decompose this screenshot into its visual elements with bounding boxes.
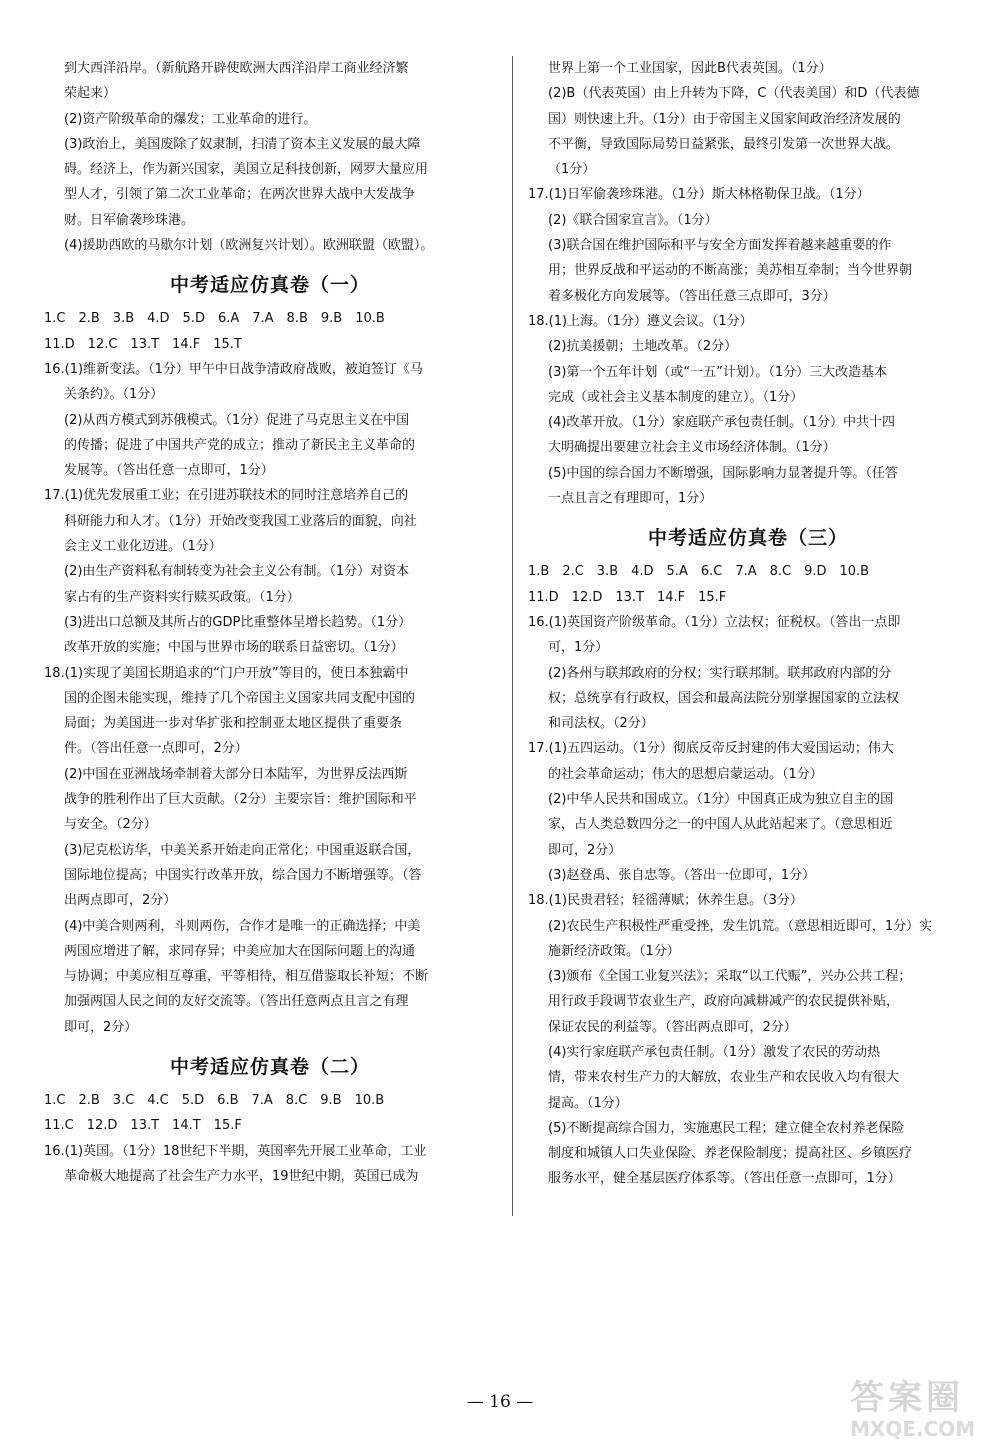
answer-line: 革命极大地提高了社会生产力水平，19世纪中期，英国已成为: [64, 1168, 419, 1184]
answer-line: 用行政手段调节农业生产，政府向减耕减产的农民提供补贴，: [548, 994, 900, 1010]
answer-line: (4)援助西欧的马歇尔计划（欧洲复兴计划）。欧洲联盟（欧盟）。: [64, 238, 434, 254]
answer-line: 17.(1)优先发展重工业；在引进苏联技术的同时注意培养自己的: [44, 488, 409, 504]
answer-line: (2)中国在亚洲战场牵制着大部分日本陆军，为世界反法西斯: [64, 766, 408, 782]
answer-line: 发展等。（答出任意一点即可，1分）: [64, 463, 274, 479]
watermark-url: MXQE.COM: [850, 1417, 976, 1441]
answer-line: 完成（或社会主义基本制度的建立）。（1分）: [548, 389, 804, 405]
answer-line: 局面；为美国进一步对华扩张和控制亚太地区提供了重要条: [64, 716, 403, 732]
answer-line: 的社会革命运动；伟大的思想启蒙运动。（1分）: [548, 766, 823, 782]
answer-line: (3)第一个五年计划（或“一五”计划）。（1分）三大改造基本: [548, 364, 888, 380]
answer-line: 情，带来农村生产力的大解放，农业生产和农民收入均有很大: [548, 1070, 900, 1086]
answer-line: 1.B 2.C 3.B 4.D 5.A 6.C 7.A 8.C 9.D 10.B: [528, 564, 870, 580]
answer-line: （1分）: [548, 162, 596, 178]
answer-line: 17.(1)日军偷袭珍珠港。（1分）斯大林格勒保卫战。（1分）: [528, 187, 870, 203]
answer-line: 着多极化方向发展等。（答出任意三点即可，3分）: [548, 288, 836, 304]
answer-line: 家占有的生产资料实行赎买政策。（1分）: [64, 589, 300, 605]
answer-line: (2)抗美援朝；土地改革。（2分）: [548, 339, 738, 355]
answer-line: 制度和城镇人口失业保险、养老保险制度；提高社区、乡镇医疗: [548, 1146, 913, 1162]
answer-line: 一点且言之有理即可，1分）: [548, 491, 713, 507]
answer-line: 加强两国人民之间的友好交流等。（答出任意两点且言之有理: [64, 994, 409, 1010]
answer-line: (2)从西方模式到苏俄模式。（1分）促进了马克思主义在中国: [64, 412, 410, 428]
answer-line: 16.(1)英国。（1分）18世纪下半期，英国率先开展工业革命，工业: [44, 1143, 427, 1159]
answer-line: 财。日军偷袭珍珠港。: [64, 212, 195, 228]
answer-line: 国的企图未能实现，维持了几个帝国主义国家共同支配中国的: [64, 690, 416, 706]
answer-line: 18.(1)民贵君轻；轻徭薄赋；休养生息。（3分）: [528, 893, 803, 909]
answer-line: 世界上第一个工业国家，因此B代表英国。（1分）: [548, 61, 832, 76]
answer-line: 件。（答出任意一点即可，2分）: [64, 741, 248, 757]
left-column: [44, 56, 496, 1189]
answer-line: 1.C 2.B 3.C 4.C 5.D 6.B 7.A 8.C 9.B 10.B: [44, 1092, 385, 1108]
answer-line: 会主义工业化迈进。（1分）: [64, 539, 222, 555]
answer-line: (3)政治上，美国废除了奴隶制，扫清了资本主义发展的最大障: [64, 136, 421, 152]
answer-line: 18.(1)实现了美国长期追求的“门户开放”等目的，使日本独霸中: [44, 665, 409, 681]
answer-line: 与协调；中美应相互尊重，平等相待，相互借鉴取长补短；不断: [64, 969, 429, 985]
answer-line: (2)农民生产积极性严重受挫，发生饥荒。（意思相近即可，1分）实: [548, 918, 933, 934]
answer-line: 服务水平，健全基层医疗体系等。（答出任意一点即可，1分）: [548, 1171, 901, 1187]
section-heading: 中考适应仿真卷（二）: [169, 1055, 370, 1078]
answer-line: 18.(1)上海。（1分）遵义会议。（1分）: [528, 313, 753, 329]
answer-line: 两国应增进了解，求同存异；中美应加大在国际问题上的沟通: [64, 943, 416, 959]
answer-line: (3)赵登禹、张自忠等。（答出一位即可，1分）: [548, 867, 816, 883]
answer-line: 即可，2分）: [64, 1019, 138, 1035]
answer-line: (3)进出口总额及其所占的GDP比重整体呈增长趋势。（1分）: [64, 614, 412, 630]
section-heading: 中考适应仿真卷（一）: [169, 274, 370, 297]
answer-line: (3)联合国在维护国际和平与安全方面发挥着越来越重要的作: [548, 238, 892, 254]
answer-line: 不平衡，导致国际局势日益紧张，最终引发第一次世界大战。: [548, 136, 900, 152]
right-column: [528, 56, 968, 1192]
answer-line: 国）则快速上升。（1分）由于帝国主义国家间政治经济发展的: [548, 111, 901, 127]
answer-line: (4)中美合则两利，斗则两伤，合作才是唯一的正确选择；中美: [64, 918, 421, 934]
answer-line: 改革开放的实施；中国与世界市场的联系日益密切。（1分）: [64, 640, 404, 656]
answer-line: (2)中华人民共和国成立。（1分）中国真正成为独立自主的国: [548, 792, 894, 808]
answer-line: 荣起来）: [64, 86, 117, 102]
answer-line: 11.D 12.D 13.T 14.F 15.F: [528, 589, 727, 605]
answer-line: 保证农民的利益等。（答出两点即可，2分）: [548, 1019, 797, 1035]
answer-line: 大明确提出要建立社会主义市场经济体制。（1分）: [548, 440, 836, 456]
answer-line: (2)由生产资料私有制转变为社会主义公有制。（1分）对资本: [64, 564, 410, 580]
answer-line: (3)尼克松访华，中美关系开始走向正常化；中国重返联合国，: [64, 842, 421, 858]
answer-line: 提高。（1分）: [548, 1095, 628, 1111]
answer-line: 权；总统享有行政权，国会和最高法院分别掌握国家的立法权: [548, 690, 900, 706]
answer-line: 家，占人类总数四分之一的中国人从此站起来了。（意思相近: [548, 817, 893, 833]
answer-line: (2)各州与联邦政府的分权；实行联邦制。联邦政府内部的分: [548, 665, 892, 681]
answer-line: (2)资产阶级革命的爆发；工业革命的进行。: [64, 111, 317, 127]
answer-line: 科研能力和人才。（1分）开始改变我国工业落后的面貌，向社: [64, 513, 417, 529]
answer-line: 可，1分）: [548, 640, 609, 656]
page-number: — 16 —: [466, 1392, 534, 1412]
answer-line: 与安全。（2分）: [64, 817, 157, 833]
answer-line: 型人才，引领了第二次工业革命；在两次世界大战中大发战争: [64, 187, 416, 203]
answer-line: (2)《联合国家宣言》。（1分）: [548, 212, 718, 228]
answer-line: (3)颁布《全国工业复兴法》；采取“以工代赈”，兴办公共工程；: [548, 969, 912, 985]
answer-line: 和司法权。（2分）: [548, 716, 654, 732]
answer-line: 施新经济政策。（1分）: [548, 943, 680, 959]
answer-line: 16.(1)维新变法。（1分）甲午中日战争清政府战败，被迫签订《马: [44, 361, 423, 377]
answer-line: 即可，2分）: [548, 842, 622, 858]
answer-line: 的传播；促进了中国共产党的成立；推动了新民主主义革命的: [64, 437, 416, 453]
answer-line: 1.C 2.B 3.B 4.D 5.D 6.A 7.A 8.B 9.B 10.B: [44, 311, 385, 327]
answer-line: (4)实行家庭联产承包责任制。（1分）激发了农民的劳动热: [548, 1044, 881, 1060]
answer-line: 出两点即可，2分）: [64, 893, 177, 909]
answer-line: 11.D 12.C 13.T 14.F 15.T: [44, 336, 242, 352]
watermark-text: 答案圈: [850, 1378, 964, 1418]
answer-line: 关条约》。（1分）: [64, 387, 164, 403]
answer-line: 用；世界反战和平运动的不断高涨；美苏相互牵制；当今世界朝: [548, 263, 913, 279]
answer-line: (5)不断提高综合国力，实施惠民工程；建立健全农村养老保险: [548, 1120, 905, 1136]
answer-line: (4)改革开放。（1分）家庭联产承包责任制。（1分）中共十四: [548, 415, 895, 431]
section-heading: 中考适应仿真卷（三）: [647, 527, 848, 550]
answer-line: 战争的胜利作出了巨大贡献。（2分）主要宗旨：维护国际和平: [64, 792, 417, 808]
answer-line: (5)中国的综合国力不断增强，国际影响力显著提升等。（任答: [548, 465, 898, 481]
answer-line: 11.C 12.D 13.T 14.T 15.F: [44, 1118, 242, 1134]
answer-line: 16.(1)英国资产阶级革命。（1分）立法权；征税权。（答出一点即: [528, 614, 901, 630]
answer-line: 到大西洋沿岸。（新航路开辟使欧洲大西洋沿岸工商业经济繁: [64, 61, 409, 76]
answer-line: (2)B（代表英国）由上升转为下降，C（代表美国）和D（代表德: [548, 86, 920, 102]
watermark-logo: [850, 1378, 990, 1448]
answer-line: 碍。经济上，作为新兴国家，美国立足科技创新，网罗大量应用: [64, 162, 429, 178]
answer-line: 国际地位提高；中国实行改革开放，综合国力不断增强等。（答: [64, 867, 422, 883]
column-divider: [512, 56, 513, 1216]
answer-line: 17.(1)五四运动。（1分）彻底反帝反封建的伟大爱国运动；伟大: [528, 741, 894, 757]
